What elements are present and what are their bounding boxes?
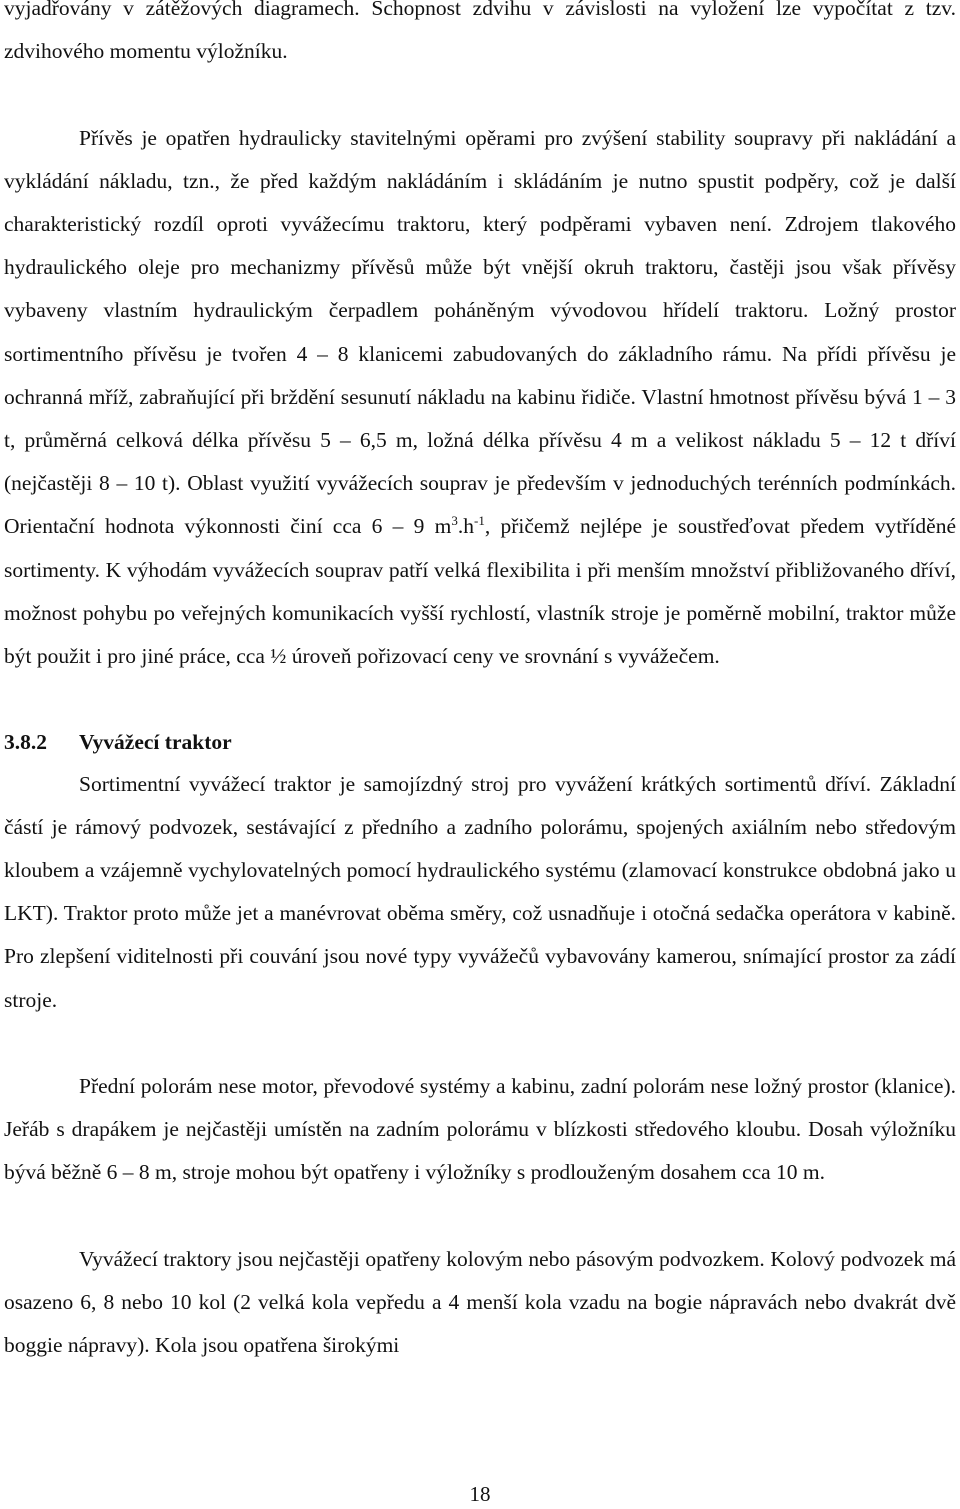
paragraph-gap <box>4 1195 956 1238</box>
paragraph-forwarder-description: Sortimentní vyvážecí traktor je samojízdný stroj pro vyvážení krátkých sortimentů dříví. Základní částí je rámový podvozek, sestávající z předního a zadního polorámu, spojených axiálním nebo středovým kloubem a vzájemně vychylovatelných pomocí hydraulického systému (zlamovací konstrukce obdobná jako u LKT). Traktor proto může jet a manévrovat oběma směry, což usnadňuje i otočná sedačka operátora v kabině. Pro zlepšení viditelnosti při couvání jsou nové typy vyvážečů vybavovány kamerou, snímající prostor za zádí stroje. <box>4 771 956 1012</box>
paragraph-gap <box>4 678 956 721</box>
superscript-exponent: -1 <box>474 513 485 529</box>
paragraph-frame-description: Přední polorám nese motor, převodové systémy a kabinu, zadní polorám nese ložný prostor (klanice). Jeřáb s drapákem je nejčastěji umístěn na zadním polorámu v blízkosti středového kloubu. Dosah výložníku bývá běžně 6 – 8 m, stroje mohou být opatřeny i výložníky s prodlouženým dosahem cca 10 m. <box>4 1074 956 1185</box>
section-heading <box>4 721 956 764</box>
section-title: Vyvážecí traktor <box>79 730 232 755</box>
superscript-exponent: 3 <box>451 513 458 529</box>
paragraph-gap <box>4 73 956 116</box>
paragraph-gap <box>4 1022 956 1065</box>
section-number: 3.8.2 <box>4 730 47 755</box>
page-number: 18 <box>469 1482 491 1506</box>
paragraph-trailer-description <box>4 117 956 679</box>
paragraph-undercarriage-description: Vyvážecí traktory jsou nejčastěji opatřeny kolovým nebo pásovým podvozkem. Kolový podvozek má osazeno 6, 8 nebo 10 kol (2 velká kola vepředu a 4 menší kola vzadu na bogie nápravách nebo dvakrát dvě boggie nápravy). Kola jsou opatřena širokými <box>4 1246 956 1358</box>
paragraph-intro-continuation: vyjadřovány v zátěžových diagramech. Schopnost zdvihu v závislosti na vyložení lze vypočítat z tzv. zdvihového momentu výložníku. <box>4 0 956 64</box>
paragraph-text: , přičemž nejlépe je soustřeďovat předem vytříděné sortimenty. K výhodám vyvážecích souprav patří velká flexibilita i při menším množství přibližovaného dříví, možnost pohybu po veřejných komunikacích vyšší rychlostí, vlastník stroje je poměrně mobilní, traktor může být použit i pro jiné práce, cca ½ úroveň pořizovací ceny ve srovnání s vyvážečem. <box>4 514 957 669</box>
document-page <box>4 0 956 1367</box>
paragraph-text: Přívěs je opatřen hydraulicky stavitelnými opěrami pro zvýšení stability soupravy při nakládání a vykládání nákladu, tzn., že před každým nakládáním i skládáním je nutno spustit podpěry, což je další charakteristický rozdíl oproti vyvážecímu traktoru, který podpěrami vybaven není. Zdrojem tlakového hydraulického oleje pro mechanizmy přívěsů může být vnější okruh traktoru, častěji jsou však přívěsy vybaveny vlastním hydraulickým čerpadlem poháněným vývodovou hřídelí traktoru. Ložný prostor sortimentního přívěsu je tvořen 4 – 8 klanicemi zabudovaných do základního rámu. Na přídi přívěsu je ochranná mříž, zabraňující při brždění sesunutí nákladu na kabinu řidiče. Vlastní hmotnost přívěsu bývá 1 – 3 t, průměrná celková délka přívěsu 5 – 6,5 m, ložná délka přívěsu 4 m a velikost nákladu 5 – 12 t dříví (nejčastěji 8 – 10 t). Oblast využití vyvážecích souprav je především v jednoduchých terénních podmínkách. Orientační hodnota výkonnosti činí cca 6 – 9 m <box>4 125 956 539</box>
paragraph-text: .h <box>457 514 474 539</box>
